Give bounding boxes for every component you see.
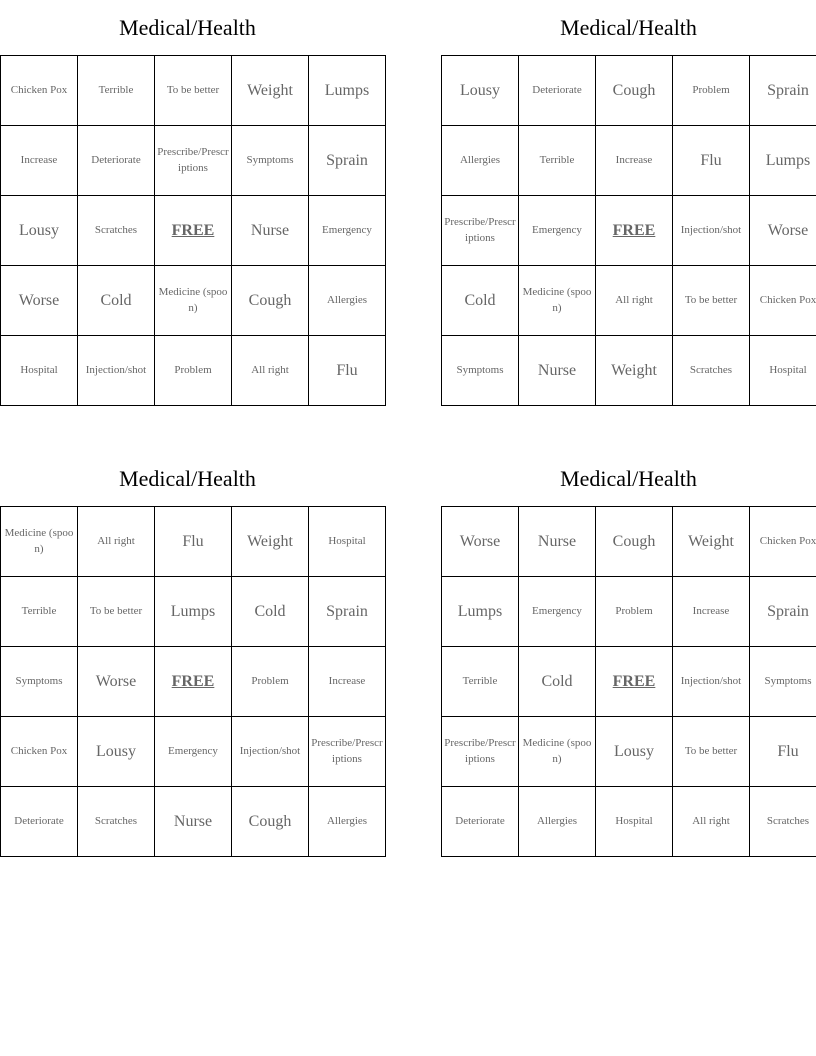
grid-cell: Scratches xyxy=(78,787,155,857)
grid-cell: Chicken Pox xyxy=(750,266,816,336)
grid-cell: Sprain xyxy=(309,577,386,647)
grid-cell: Terrible xyxy=(78,56,155,126)
grid-cell: Nurse xyxy=(519,507,596,577)
grid-cell: Symptoms xyxy=(442,336,519,406)
grid-cell: Increase xyxy=(309,647,386,717)
grid-cell: Medicine (spoon) xyxy=(519,717,596,787)
grid-cell: Scratches xyxy=(673,336,750,406)
grid-row xyxy=(442,196,816,266)
grid-cell: All right xyxy=(78,507,155,577)
grid-cell: Lumps xyxy=(155,577,232,647)
card-title: Medical/Health xyxy=(119,465,256,491)
grid-cell: Nurse xyxy=(155,787,232,857)
grid-row xyxy=(1,717,386,787)
grid-cell: Terrible xyxy=(519,126,596,196)
grid-row xyxy=(442,577,816,647)
grid-row xyxy=(442,717,816,787)
grid-cell: Medicine (spoon) xyxy=(519,266,596,336)
grid-cell: Worse xyxy=(750,196,816,266)
bingo-grid xyxy=(441,506,816,857)
grid-cell: Medicine (spoon) xyxy=(155,266,232,336)
grid-cell: Injection/shot xyxy=(78,336,155,406)
grid-cell: Cough xyxy=(596,507,673,577)
grid-cell: Cold xyxy=(519,647,596,717)
grid-cell: To be better xyxy=(155,56,232,126)
grid-cell: Medicine (spoon) xyxy=(1,507,78,577)
grid-cell: Allergies xyxy=(309,266,386,336)
grid-row xyxy=(1,577,386,647)
grid-cell: To be better xyxy=(78,577,155,647)
grid-cell: Lousy xyxy=(78,717,155,787)
free-space-cell: FREE xyxy=(155,647,232,717)
grid-cell: Terrible xyxy=(1,577,78,647)
grid-cell: Chicken Pox xyxy=(750,507,816,577)
grid-cell: Emergency xyxy=(155,717,232,787)
grid-cell: Flu xyxy=(155,507,232,577)
grid-cell: Cough xyxy=(232,266,309,336)
grid-cell: Cough xyxy=(232,787,309,857)
grid-cell: Flu xyxy=(309,336,386,406)
grid-row xyxy=(442,56,816,126)
bingo-grid xyxy=(441,55,816,406)
grid-cell: Symptoms xyxy=(1,647,78,717)
grid-cell: All right xyxy=(596,266,673,336)
grid-cell: Weight xyxy=(596,336,673,406)
bingo-grid xyxy=(0,506,386,857)
grid-cell: Problem xyxy=(232,647,309,717)
free-space-cell: FREE xyxy=(155,196,232,266)
grid-cell: Emergency xyxy=(519,577,596,647)
grid-cell: Symptoms xyxy=(232,126,309,196)
grid-cell: Scratches xyxy=(78,196,155,266)
grid-cell: Cold xyxy=(442,266,519,336)
grid-cell: Cold xyxy=(78,266,155,336)
grid-cell: Allergies xyxy=(442,126,519,196)
grid-cell: Lousy xyxy=(1,196,78,266)
grid-cell: Increase xyxy=(1,126,78,196)
bingo-card-3 xyxy=(0,451,383,857)
grid-cell: Worse xyxy=(1,266,78,336)
card-title: Medical/Health xyxy=(119,14,256,40)
grid-cell: Increase xyxy=(673,577,750,647)
grid-cell: Problem xyxy=(596,577,673,647)
grid-cell: All right xyxy=(232,336,309,406)
grid-cell: Deteriorate xyxy=(442,787,519,857)
grid-cell: Problem xyxy=(155,336,232,406)
free-space-cell: FREE xyxy=(596,196,673,266)
grid-cell: Deteriorate xyxy=(519,56,596,126)
card-title: Medical/Health xyxy=(560,14,697,40)
bingo-card-2 xyxy=(441,0,816,406)
grid-cell: Injection/shot xyxy=(232,717,309,787)
grid-cell: Prescribe/Prescriptions xyxy=(309,717,386,787)
grid-row xyxy=(1,787,386,857)
bingo-card-1 xyxy=(0,0,375,406)
grid-row xyxy=(442,787,816,857)
grid-cell: Prescribe/Prescriptions xyxy=(155,126,232,196)
grid-cell: Sprain xyxy=(309,126,386,196)
grid-cell: Flu xyxy=(673,126,750,196)
grid-cell: Deteriorate xyxy=(1,787,78,857)
grid-row xyxy=(1,336,386,406)
grid-cell: Nurse xyxy=(519,336,596,406)
grid-cell: To be better xyxy=(673,266,750,336)
grid-cell: Weight xyxy=(232,56,309,126)
free-space-cell: FREE xyxy=(596,647,673,717)
grid-cell: Terrible xyxy=(442,647,519,717)
grid-row xyxy=(1,126,386,196)
grid-cell: Injection/shot xyxy=(673,196,750,266)
grid-cell: Sprain xyxy=(750,56,816,126)
grid-cell: Lumps xyxy=(442,577,519,647)
grid-cell: Problem xyxy=(673,56,750,126)
grid-row xyxy=(1,507,386,577)
grid-cell: Weight xyxy=(232,507,309,577)
grid-cell: Hospital xyxy=(750,336,816,406)
grid-row xyxy=(442,647,816,717)
grid-cell: Hospital xyxy=(596,787,673,857)
grid-cell: Flu xyxy=(750,717,816,787)
grid-cell: Hospital xyxy=(1,336,78,406)
grid-cell: Lousy xyxy=(596,717,673,787)
grid-cell: Injection/shot xyxy=(673,647,750,717)
grid-cell: Prescribe/Prescriptions xyxy=(442,196,519,266)
grid-cell: Symptoms xyxy=(750,647,816,717)
grid-cell: Worse xyxy=(78,647,155,717)
grid-cell: Cold xyxy=(232,577,309,647)
grid-cell: Emergency xyxy=(519,196,596,266)
grid-cell: Cough xyxy=(596,56,673,126)
grid-cell: Prescribe/Prescriptions xyxy=(442,717,519,787)
bingo-card-4 xyxy=(441,451,816,857)
grid-cell: Deteriorate xyxy=(78,126,155,196)
grid-cell: Lumps xyxy=(750,126,816,196)
grid-cell: Weight xyxy=(673,507,750,577)
grid-cell: Allergies xyxy=(309,787,386,857)
grid-row xyxy=(1,56,386,126)
card-title: Medical/Health xyxy=(560,465,697,491)
grid-row xyxy=(442,126,816,196)
grid-cell: Nurse xyxy=(232,196,309,266)
grid-cell: Lumps xyxy=(309,56,386,126)
grid-cell: Chicken Pox xyxy=(1,717,78,787)
grid-cell: Scratches xyxy=(750,787,816,857)
grid-cell: Lousy xyxy=(442,56,519,126)
grid-cell: Increase xyxy=(596,126,673,196)
grid-cell: All right xyxy=(673,787,750,857)
grid-cell: Chicken Pox xyxy=(1,56,78,126)
grid-row xyxy=(1,647,386,717)
grid-cell: Sprain xyxy=(750,577,816,647)
grid-cell: Emergency xyxy=(309,196,386,266)
grid-row xyxy=(1,196,386,266)
grid-row xyxy=(442,336,816,406)
grid-row xyxy=(442,507,816,577)
grid-row xyxy=(442,266,816,336)
grid-cell: Worse xyxy=(442,507,519,577)
grid-cell: To be better xyxy=(673,717,750,787)
grid-row xyxy=(1,266,386,336)
grid-cell: Allergies xyxy=(519,787,596,857)
grid-cell: Hospital xyxy=(309,507,386,577)
bingo-grid xyxy=(0,55,386,406)
